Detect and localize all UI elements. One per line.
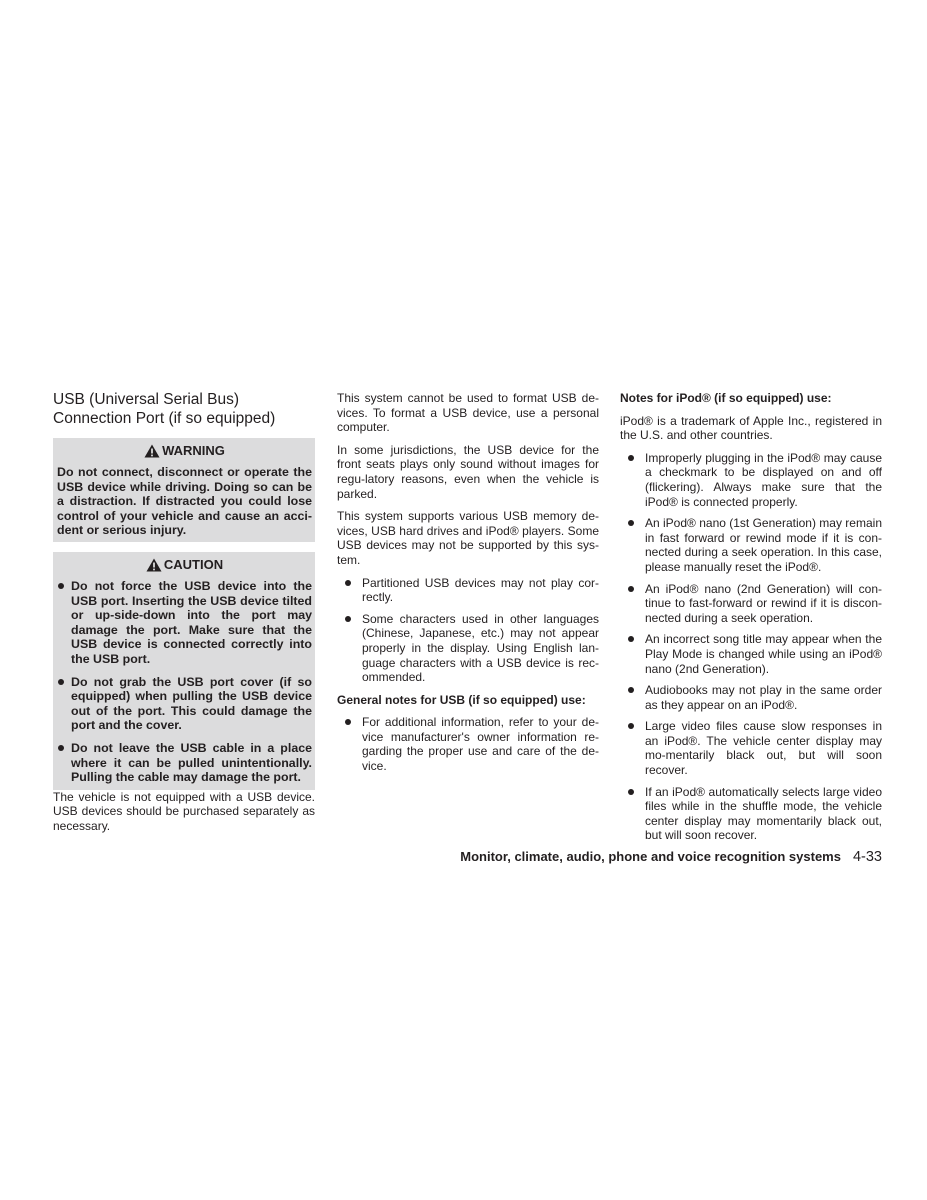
list-item: Partitioned USB devices may not play cor-rectly. bbox=[337, 576, 599, 605]
page-footer bbox=[420, 848, 882, 866]
caution-header bbox=[57, 557, 312, 573]
ipod-notes-list bbox=[620, 451, 882, 843]
trademark-paragraph: iPod® is a trademark of Apple Inc., registered in the U.S. and other countries. bbox=[620, 413, 882, 443]
list-item: Improperly plugging in the iPod® may cause a checkmark to be displayed on and off (flickering). Always make sure that the iPod® is connected properly. bbox=[620, 451, 882, 509]
usb-notes-list bbox=[337, 576, 599, 685]
warning-header bbox=[57, 443, 312, 459]
general-notes-heading: General notes for USB (if so equipped) use: bbox=[337, 692, 586, 707]
caution-item: Do not leave the USB cable in a place where it can be pulled unintentionally. Pulling the cable may damage the port. bbox=[57, 741, 312, 785]
column-right bbox=[620, 391, 882, 851]
column-left bbox=[53, 390, 315, 841]
ipod-notes-heading: Notes for iPod® (if so equipped) use: bbox=[620, 391, 832, 405]
usb-device-note: The vehicle is not equipped with a USB device. USB devices should be purchased separately as necessary. bbox=[53, 789, 315, 833]
list-item: Some characters used in other languages (Chinese, Japanese, etc.) may not appear properly in the display. Using English lan-guage characters with a USB device is rec-ommended. bbox=[337, 612, 599, 685]
warning-text: Do not connect, disconnect or operate the USB device while driving. Doing so can be a distraction. If distracted you could lose control of your vehicle and cause an acci-dent or serious injury. bbox=[57, 465, 312, 538]
paragraph: This system supports various USB memory de-vices, USB hard drives and iPod® players. Some USB devices may not be supported by this sys-tem. bbox=[337, 509, 599, 567]
section-title-line-1: USB (Universal Serial Bus) bbox=[53, 391, 240, 408]
section-title-line-2: Connection Port (if so equipped) bbox=[53, 410, 276, 427]
list-item: For additional information, refer to your de-vice manufacturer's owner information re-garding the proper use and care of the de-vice. bbox=[337, 715, 599, 773]
caution-list bbox=[57, 579, 312, 785]
general-notes-list bbox=[337, 715, 599, 773]
list-item: Audiobooks may not play in the same order as they appear on an iPod®. bbox=[620, 683, 882, 712]
warning-triangle-icon bbox=[144, 444, 160, 458]
page-number: 4-33 bbox=[852, 849, 882, 865]
caution-box bbox=[53, 552, 315, 790]
list-item: An iPod® nano (2nd Generation) will con-tinue to fast-forward or rewind if it is discon-nected during a seek operation. bbox=[620, 582, 882, 626]
caution-item: Do not force the USB device into the USB port. Inserting the USB device tilted or up-side-down into the port may damage the port. Make sure that the USB device is connected correctly into the USB port. bbox=[57, 579, 312, 667]
paragraph: This system cannot be used to format USB de-vices. To format a USB device, use a personal computer. bbox=[337, 391, 599, 435]
warning-box bbox=[53, 438, 315, 542]
list-item: Large video files cause slow responses in an iPod®. The vehicle center display may mo-mentarily black out, but will soon recover. bbox=[620, 719, 882, 777]
caution-item: Do not grab the USB port cover (if so equipped) when pulling the USB device out of the port. This could damage the port and the cover. bbox=[57, 675, 312, 733]
caution-label: CAUTION bbox=[163, 556, 224, 572]
column-middle bbox=[337, 391, 599, 782]
section-title bbox=[53, 390, 315, 428]
warning-label: WARNING bbox=[162, 443, 225, 458]
list-item: If an iPod® automatically selects large video files while in the shuffle mode, the vehicle center display may momentarily black out, but will soon recover. bbox=[620, 785, 882, 843]
list-item: An incorrect song title may appear when the Play Mode is changed while using an iPod® nano (2nd Generation). bbox=[620, 632, 882, 676]
warning-triangle-icon bbox=[146, 558, 162, 572]
paragraph: In some jurisdictions, the USB device for the front seats plays only sound without images for regu-latory reasons, even when the vehicle is parked. bbox=[337, 442, 599, 501]
list-item: An iPod® nano (1st Generation) may remain in fast forward or rewind mode if it is con-nected during a seek operation. In this case, please manually reset the iPod®. bbox=[620, 516, 882, 574]
footer-section-title: Monitor, climate, audio, phone and voice recognition systems bbox=[460, 849, 841, 864]
